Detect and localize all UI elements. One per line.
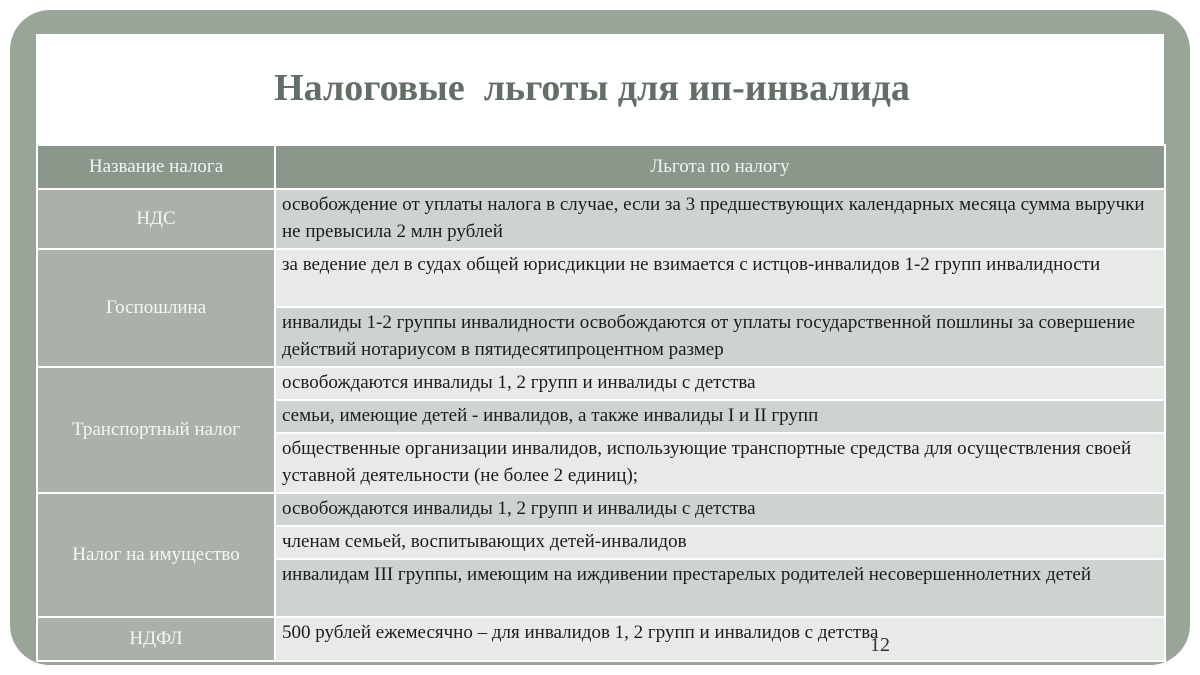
table-row xyxy=(37,189,1165,249)
benefit-cell: освобождаются инвалиды 1, 2 групп и инвалиды с детства xyxy=(275,367,1165,400)
slide-title: Налоговые льготы для ип-инвалида xyxy=(274,67,910,109)
tax-name-state-duty: Госпошлина xyxy=(37,249,275,367)
header-tax-name: Название налога xyxy=(37,145,275,189)
benefit-cell: инвалидам III группы, имеющим на иждивении престарелых родителей несовершеннолетних детей xyxy=(275,559,1165,617)
table-row xyxy=(37,249,1165,307)
table-row xyxy=(37,493,1165,526)
tax-name-property: Налог на имущество xyxy=(37,493,275,617)
benefit-cell: семьи, имеющие детей - инвалидов, а также инвалиды I и II групп xyxy=(275,400,1165,433)
tax-name-transport: Транспортный налог xyxy=(37,367,275,493)
tax-name-personal-income: НДФЛ xyxy=(37,617,275,661)
header-benefit: Льгота по налогу xyxy=(275,145,1165,189)
table-row xyxy=(37,367,1165,400)
title-band xyxy=(36,34,1148,142)
table-header-row xyxy=(37,145,1165,189)
table-row xyxy=(37,617,1165,661)
tax-benefits-table xyxy=(36,144,1166,662)
benefit-cell: общественные организации инвалидов, использующие транспортные средства для осуществления своей уставной деятельности (не более 2 единиц); xyxy=(275,433,1165,493)
benefit-cell: инвалиды 1-2 группы инвалидности освобождаются от уплаты государственной пошлины за совершение действий нотариусом в пятидесятипроцентном размер xyxy=(275,307,1165,367)
benefit-cell: освобождение от уплаты налога в случае, если за 3 предшествующих календарных месяца сумма выручки не превысила 2 млн рублей xyxy=(275,189,1165,249)
benefit-cell: освобождаются инвалиды 1, 2 групп и инвалиды с детства xyxy=(275,493,1165,526)
benefit-cell: членам семьей, воспитывающих детей-инвалидов xyxy=(275,526,1165,559)
slide xyxy=(36,34,1164,660)
page-number: 12 xyxy=(870,634,890,656)
benefit-cell: 500 рублей ежемесячно – для инвалидов 1, 2 групп и инвалидов с детства xyxy=(275,617,1165,661)
tax-name-vat: НДС xyxy=(37,189,275,249)
benefit-cell: за ведение дел в судах общей юрисдикции не взимается с истцов-инвалидов 1-2 групп инвалидности xyxy=(275,249,1165,307)
